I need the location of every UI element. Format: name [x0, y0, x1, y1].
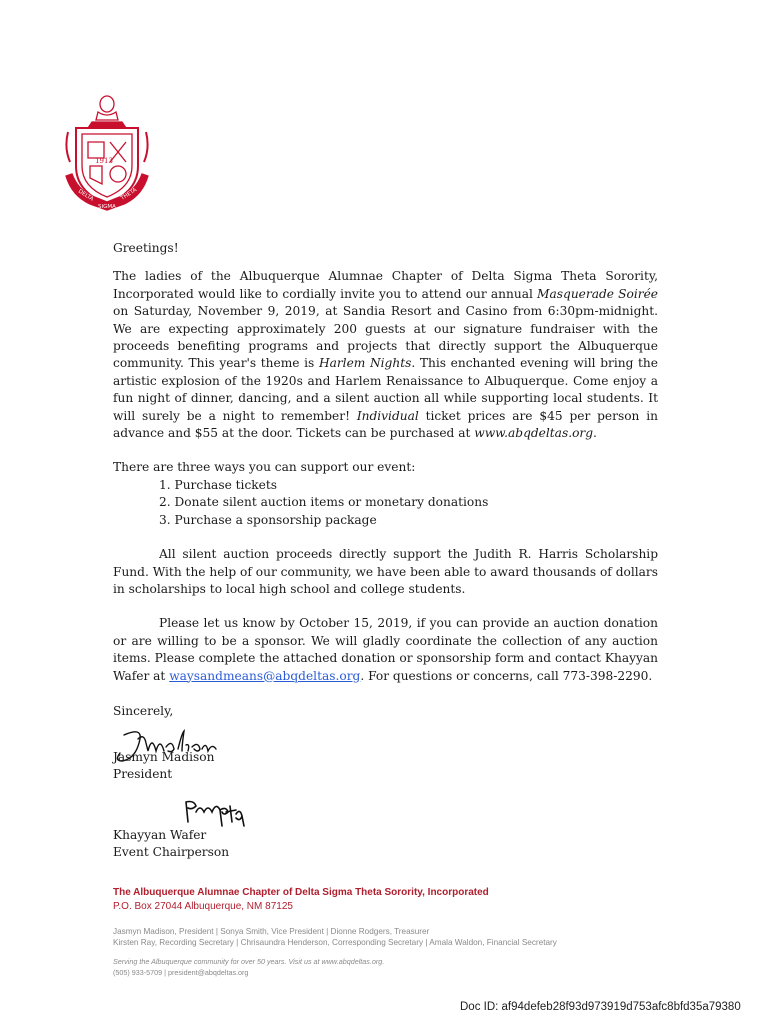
- invitation-text-4: ticket prices are $45 per person in advance and $55 at the door. Tickets can be purchased at: [113, 408, 658, 441]
- invitation-text-1: The ladies of the Albuquerque Alumnae Chapter of Delta Sigma Theta Sorority, Incorporated would like to cordially invite you to attend our annual: [113, 269, 658, 301]
- footer-officers-line-1: Jasmyn Madison, President | Sonya Smith, Vice President | Dionne Rodgers, Treasurer: [113, 927, 430, 936]
- footer-organization: The Albuquerque Alumnae Chapter of Delta Sigma Theta Sorority, Incorporated: [113, 887, 489, 898]
- invitation-text-2: on Saturday, November 9, 2019, at Sandia Resort and Casino from 6:30pm-midnight. We are expecting approximately 200 guests at our signature fundraiser with the proceeds benefiting programs and projects that directly support the Albuquerque community. This year's theme is: [113, 304, 658, 371]
- delta-sigma-theta-crest-icon: [64, 92, 150, 216]
- footer-contact: (505) 933-5709 | president@abqdeltas.org: [113, 968, 249, 977]
- scholarship-paragraph: All silent auction proceeds directly support the Judith R. Harris Scholarship Fund. With the help of our community, we have been able to award thousands of dollars in scholarships to local high school and college students.: [113, 547, 658, 596]
- signer-2-block: [113, 827, 229, 861]
- website-text: www.abqdeltas.org: [474, 426, 594, 441]
- signer-1-name: Jasmyn Madison: [113, 750, 215, 764]
- invitation-text-3: . This enchanted evening will bring the artistic explosion of the 1920s and Harlem Renaissance to Albuquerque. Come enjoy a fun night of dinner, dancing, and a silent auction all while supporting local students. It will surely be a night to remember!: [113, 356, 658, 423]
- crest-founded-text: 1913: [95, 157, 113, 165]
- event-name: Masquerade Soirée: [537, 286, 658, 301]
- document-id: Doc ID: af94defeb28f93d973919d753afc8bfd35a79380: [460, 1001, 741, 1013]
- event-theme: Harlem Nights: [318, 356, 412, 371]
- signer-2-name: Khayyan Wafer: [113, 828, 207, 842]
- crest-motto-left: DELTA: [76, 188, 95, 203]
- list-item: 3. Purchase a sponsorship package: [159, 512, 377, 527]
- ways-intro: There are three ways you can support our event:: [113, 460, 416, 475]
- footer-address: P.O. Box 27044 Albuquerque, NM 87125: [113, 901, 293, 912]
- deadline-text-1: Please let us know by October 15, 2019, if you can provide an auction donation or are willing to be a sponsor. We will gladly coordinate the collection of any auction items. Please complete the attached donation or sponsorship form and contact Khayyan Wafer at: [113, 616, 658, 683]
- invitation-paragraph: [113, 268, 658, 442]
- letter-body: [113, 240, 658, 685]
- signer-2-title: Event Chairperson: [113, 845, 230, 859]
- deadline-text-2: . For questions or concerns, call 773-398-2290.: [360, 668, 653, 683]
- list-item: 1. Purchase tickets: [159, 477, 278, 492]
- list-item: 2. Donate silent auction items or monetary donations: [159, 495, 489, 510]
- deadline-paragraph: [113, 615, 658, 685]
- signer-1-title: President: [113, 767, 173, 781]
- crest-motto-right: THETA: [119, 187, 139, 202]
- closing: Sincerely,: [113, 704, 174, 718]
- contact-email-link[interactable]: waysandmeans@abqdeltas.org: [169, 668, 361, 683]
- crest-motto-bottom: SIGMA: [98, 204, 116, 210]
- footer-serving: Serving the Albuquerque community for over 50 years. Visit us at www.abqdeltas.org.: [113, 957, 385, 966]
- individual-word: Individual: [356, 408, 419, 423]
- chairperson-signature: [180, 796, 250, 830]
- footer-officers-line-2: Kirsten Ray, Recording Secretary | Chrisaundra Henderson, Corresponding Secretary | Amala Waldon, Financial Secretary: [113, 938, 557, 947]
- invitation-text-5: .: [593, 426, 597, 441]
- signer-1-block: [113, 749, 214, 783]
- greeting: Greetings!: [113, 241, 179, 255]
